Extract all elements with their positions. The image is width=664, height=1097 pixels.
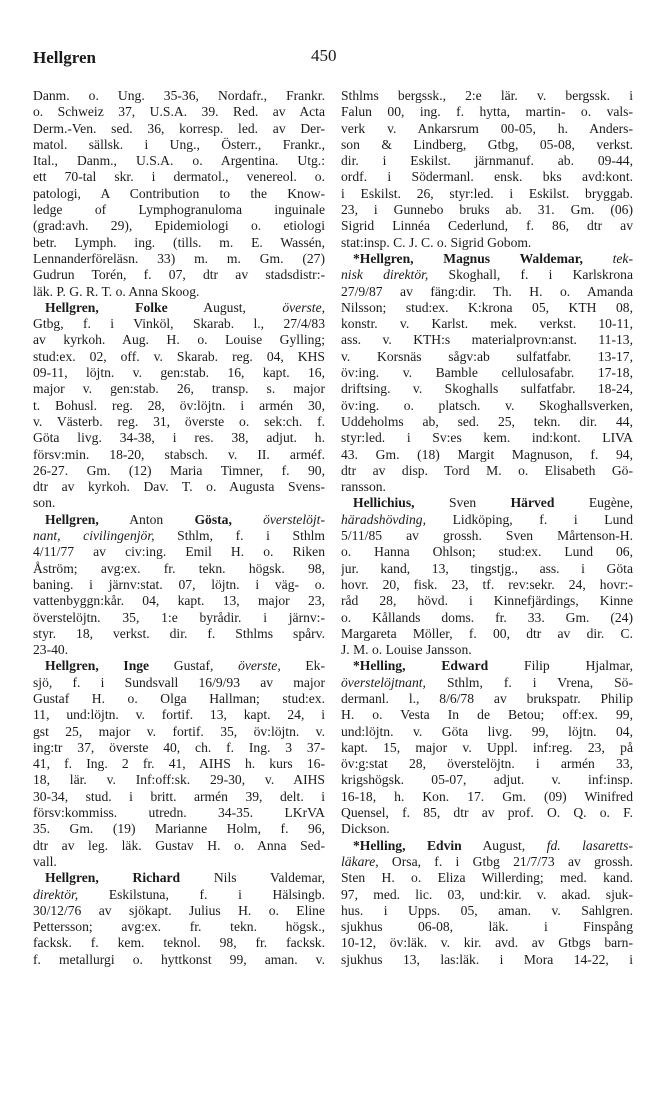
text-line: dir. i Eskilst. järnmanuf. ab. 09-44, bbox=[341, 153, 633, 169]
entry-head-line: *Helling, Edvin August, fd. lasaretts- bbox=[353, 837, 633, 853]
text-line: vall. bbox=[33, 853, 57, 869]
text-line: facksk. f. kem. teknol. 98, fr. facksk. bbox=[33, 935, 325, 951]
text-line: 26-27. Gm. (12) Maria Timner, f. 90, bbox=[33, 462, 325, 478]
entry-head-line: Hellgren, Inge Gustaf, överste, Ek- bbox=[45, 658, 325, 674]
text-line: Derm.-Ven. sed. 36, korresp. led. av Der- bbox=[33, 120, 325, 136]
text-line: 27/9/87 av fäng:dir. Th. H. o. Amanda bbox=[341, 283, 633, 299]
text-line: Gtbg, f. i Vinköl, Skarab. l., 27/4/83 bbox=[33, 316, 325, 332]
text-line: styr:led. i Sv:es kem. ind:kont. LIVA bbox=[341, 430, 633, 446]
text-line: 23-40. bbox=[33, 642, 69, 658]
text-line: ass. v. KTH:s materialprovn:anst. 11-13, bbox=[341, 332, 633, 348]
text-line: (grad:avh. 29), Epidemiologi o. etiologi bbox=[33, 218, 325, 234]
text-line: dtr av kyrkoh. Dav. T. o. Augusta Svens- bbox=[33, 479, 325, 495]
text-line: son & Lindberg, Gtbg, 05-08, verkst. bbox=[341, 136, 633, 152]
entry-head-line: Hellgren, Folke August, överste, bbox=[45, 299, 325, 315]
text-line: 35. Gm. (19) Marianne Holm, f. 96, bbox=[33, 821, 325, 837]
text-line: o. Schweiz 37, U.S.A. 39. Red. av Acta bbox=[33, 104, 325, 120]
text-line: vattenbyggn:kår. 04, kapt. 13, major 23, bbox=[33, 593, 325, 609]
text-line: sjukhus 13, las:läk. i Mora 14-22, i bbox=[341, 951, 633, 967]
text-line: stud:ex. 02, off. v. Skarab. reg. 04, KHS bbox=[33, 348, 325, 364]
text-line: sjukhus 06-08, läk. i Finspång bbox=[341, 919, 633, 935]
text-line: o. Hanna Ohlson; stud:ex. Lund 06, bbox=[341, 544, 633, 560]
text-line: Danm. o. Ung. 35-36, Nordafr., Frankr. bbox=[33, 88, 325, 103]
text-line: H. o. Vesta In de Betou; off:ex. 99, bbox=[341, 707, 633, 723]
text-line: stat:insp. C. J. C. o. Sigrid Gobom. bbox=[341, 234, 532, 250]
entry-head-line: Hellgren, Richard Nils Valdemar, bbox=[45, 870, 325, 886]
text-line: Sthlms bergssk., 2:e lär. v. bergssk. i bbox=[341, 88, 633, 103]
text-line: dermanl. l., 8/6/78 av brukspatr. Philip bbox=[341, 690, 633, 706]
text-line: Margareta Möller, f. 00, dtr av dir. C. bbox=[341, 625, 633, 641]
text-line: 41, f. Ing. 2 fr. 41, AIHS h. kurs 16- bbox=[33, 756, 325, 772]
text-line: o. Kållands doms. fr. 33. Gm. (24) bbox=[341, 609, 633, 625]
text-line: 30/12/76 av sjökapt. Julius H. o. Eline bbox=[33, 902, 325, 918]
text-line: Åström; avg:ex. fr. tekn. högsk. 98, bbox=[33, 560, 325, 576]
text-line: Gudrun Torén, f. 07, dtr av stadsdistr:- bbox=[33, 267, 325, 283]
text-line: major v. gen:stab. 26, transp. s. major bbox=[33, 381, 325, 397]
text-line: jur. kand, 13, tingstjg., ass. i Göta bbox=[341, 560, 633, 576]
entry-head-line: Hellichius, Sven Härved Eugène, bbox=[353, 495, 633, 511]
text-line: driftsing. v. Skoghalls sulfatfabr. 18-24, bbox=[341, 381, 633, 397]
text-line: 4/11/77 av civ:ing. Emil H. o. Riken bbox=[33, 544, 325, 560]
text-line: i Eskilst. 26, styr:led. i Eskilst. bryggab. bbox=[341, 185, 633, 201]
text-line: Göta livg. 34-38, i res. 38, adjut. h. bbox=[33, 430, 325, 446]
text-line: läk. P. G. R. T. o. Anna Skoog. bbox=[33, 283, 200, 299]
text-line: kapt. 15, major v. Uppl. inf:reg. 23, på bbox=[341, 739, 633, 755]
text-line: styr. 18, verkst. dir. f. Sthlms spårv. bbox=[33, 625, 325, 641]
text-line: öv:ing. o. platsch. v. Skoghallsverken, bbox=[341, 397, 633, 413]
text-line: dtr av leg. läk. Gustav H. o. Anna Sed- bbox=[33, 837, 325, 853]
text-line: försv:kommiss. utredn. 34-35. LKrVA bbox=[33, 805, 325, 821]
text-line: baning. i järnv:stat. 07, löjtn. i väg- o. bbox=[33, 576, 325, 592]
text-line: matol. sällsk. i Ung., Österr., Frankr., bbox=[33, 136, 325, 152]
text-line: krigshögsk. 05-07, adjut. v. inf:insp. bbox=[341, 772, 633, 788]
text-line: 23, i Gunnebo bruks ab. 31. Gm. (06) bbox=[341, 202, 633, 218]
text-line: 30-34, stud. i britt. armén 39, delt. i bbox=[33, 788, 325, 804]
text-line: patologi, A Contribution to the Know- bbox=[33, 185, 325, 201]
text-line: överstelöjtn. 35, 1:e byrådir. i järnv:- bbox=[33, 609, 325, 625]
text-line: Quensel, f. 85, dtr av prof. O. Q. o. F. bbox=[341, 805, 633, 821]
text-line: Sigrid Linnéa Cederlund, f. 86, dtr av bbox=[341, 218, 633, 234]
text-line: Nilsson; stud:ex. K:krona 05, KTH 08, bbox=[341, 299, 633, 315]
text-line: öv:g:stat 28, överstelöjtn. i armén 33, bbox=[341, 756, 633, 772]
entry-head-line: Hellgren, Anton Gösta, överstelöjt- bbox=[45, 511, 325, 527]
text-line: gst 25, major v. fortif. 35, öv:löjtn. v. bbox=[33, 723, 325, 739]
entry-head-line: *Hellgren, Magnus Waldemar, tek- bbox=[353, 250, 633, 266]
text-line: Sten H. o. Eliza Willerding; med. kand. bbox=[341, 870, 633, 886]
text-line: v. Västerb. reg. 31, överste o. sek:ch. f. bbox=[33, 413, 325, 429]
text-line: hovr. 20, fisk. 23, tf. rev:sekr. 24, hovr:- bbox=[341, 576, 633, 592]
text-line: f. metallurgi o. hyttkonst 99, aman. v. bbox=[33, 951, 325, 967]
text-line: häradshövding, Lidköping, f. i Lund bbox=[341, 511, 633, 527]
text-line: ransson. bbox=[341, 479, 386, 495]
text-line: konstr. v. Karlst. mek. verkst. 10-11, bbox=[341, 316, 633, 332]
text-line: ett 70-tal skr. i dermatol., venereol. o. bbox=[33, 169, 325, 185]
text-line: 11, und:löjtn. v. fortif. 13, kapt. 24, i bbox=[33, 707, 325, 723]
entry-head-line: *Helling, Edward Filip Hjalmar, bbox=[353, 658, 633, 674]
text-line: Ital., Danm., U.S.A. o. Argentina. Utg.: bbox=[33, 153, 325, 169]
text-line: sjö, f. i Sundsvall 16/9/93 av major bbox=[33, 674, 325, 690]
text-line: överstelöjtnant, Sthlm, f. i Vrena, Sö- bbox=[341, 674, 633, 690]
text-line: av kyrkoh. Aug. H. o. Louise Gylling; bbox=[33, 332, 325, 348]
text-line: 5/11/85 av grossh. Sven Mårtenson-H. bbox=[341, 528, 633, 544]
text-line: J. M. o. Louise Jansson. bbox=[341, 642, 472, 658]
running-head-name: Hellgren bbox=[33, 48, 96, 67]
text-line: Dickson. bbox=[341, 821, 390, 837]
text-line: nisk direktör, Skoghall, f. i Karlskrona bbox=[341, 267, 633, 283]
text-line: 97, med. lic. 03, und:kir. v. akad. sjuk- bbox=[341, 886, 633, 902]
text-line: 43. Gm. (18) Margit Magnuson, f. 94, bbox=[341, 446, 633, 462]
text-line: hus. i Upps. 05, aman. v. Sahlgren. bbox=[341, 902, 633, 918]
text-line: Gustaf H. o. Olga Hallman; stud:ex. bbox=[33, 690, 325, 706]
text-line: råd 28, hövd. i Kinnefjärdings, Kinne bbox=[341, 593, 633, 609]
text-line: verk v. Ankarsrum 00-05, h. Anders- bbox=[341, 120, 633, 136]
text-line: nant, civilingenjör, Sthlm, f. i Sthlm bbox=[33, 528, 325, 544]
text-line: försv:min. 18-20, stabsch. v. II. arméf. bbox=[33, 446, 325, 462]
text-line: ledge of Lymphogranuloma inguinale bbox=[33, 202, 325, 218]
text-line: 10-12, öv:läk. v. kir. avd. av Gtbgs barn- bbox=[341, 935, 633, 951]
page-number: 450 bbox=[311, 46, 337, 65]
text-line: Lennanderföreläsn. 33) m. m. Gm. (27) bbox=[33, 250, 325, 266]
text-line: dtr av disp. Tord M. o. Elisabeth Gö- bbox=[341, 462, 633, 478]
right-column bbox=[341, 88, 633, 968]
text-line: v. Korsnäs sågv:ab sulfatfabr. 13-17, bbox=[341, 348, 633, 364]
text-line: und:löjtn. v. Göta livg. 99, löjtn. 04, bbox=[341, 723, 633, 739]
text-line: 16-18, h. Kon. 17. Gm. (09) Winifred bbox=[341, 788, 633, 804]
text-line: t. Bohusl. reg. 28, öv:löjtn. i armén 30, bbox=[33, 397, 325, 413]
text-line: direktör, Eskilstuna, f. i Hälsingb. bbox=[33, 886, 325, 902]
text-line: läkare, Orsa, f. i Gtbg 21/7/73 av grossh. bbox=[341, 853, 633, 869]
text-line: Pettersson; avg:ex. fr. tekn. högsk., bbox=[33, 919, 325, 935]
text-line: ordf. i Södermanl. ensk. bks avd:kont. bbox=[341, 169, 633, 185]
text-line: 09-11, löjtn. v. gen:stab. 16, kapt. 16, bbox=[33, 365, 325, 381]
text-line: son. bbox=[33, 495, 56, 511]
text-line: öv:ing. v. Bamble cellulosafabr. 17-18, bbox=[341, 365, 633, 381]
text-line: Uddeholms ab, sed. 25, tekn. dir. 44, bbox=[341, 413, 633, 429]
text-line: Falun 00, ing. f. hytta, martin- o. vals- bbox=[341, 104, 633, 120]
left-column bbox=[33, 88, 325, 968]
text-line: ing:tr 37, överste 40, ch. f. Ing. 3 37- bbox=[33, 739, 325, 755]
text-line: 18, lär. v. Inf:off:sk. 29-30, v. AIHS bbox=[33, 772, 325, 788]
text-line: betr. Lymph. ing. (tills. m. E. Wassén, bbox=[33, 234, 325, 250]
